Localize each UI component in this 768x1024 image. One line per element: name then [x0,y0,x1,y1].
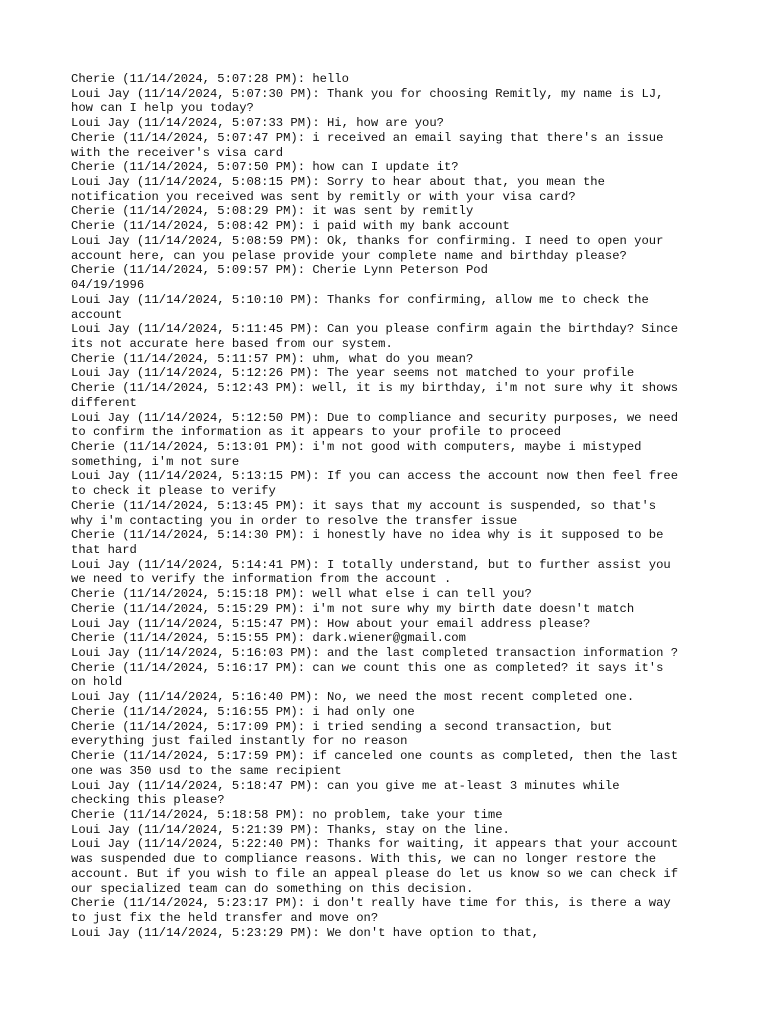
transcript-line: different [71,395,137,410]
transcript-line: Cherie (11/14/2024, 5:15:29 PM): i'm not sure why my birth date doesn't match [71,601,635,616]
transcript-line: Cherie (11/14/2024, 5:08:29 PM): it was sent by remitly [71,204,474,219]
transcript-line: Cherie (11/14/2024, 5:09:57 PM): Cherie Lynn Peterson Pod [71,263,488,278]
transcript-line: Cherie (11/14/2024, 5:11:57 PM): uhm, what do you mean? [71,351,474,366]
transcript-line: we need to verify the information from the account . [71,572,452,587]
transcript-line: Cherie (11/14/2024, 5:12:43 PM): well, it is my birthday, i'm not sure why it shows [71,381,679,396]
transcript-line: Loui Jay (11/14/2024, 5:15:47 PM): How about your email address please? [71,616,591,631]
transcript-line: Loui Jay (11/14/2024, 5:18:47 PM): can you give me at-least 3 minutes while [71,778,620,793]
transcript-line: Loui Jay (11/14/2024, 5:08:15 PM): Sorry to hear about that, you mean the [71,175,605,190]
transcript-line: with the receiver's visa card [71,145,284,160]
transcript-line: Loui Jay (11/14/2024, 5:22:40 PM): Thanks for waiting, it appears that your account [71,837,679,852]
transcript-line: how can I help you today? [71,101,254,116]
transcript-line: that hard [71,543,137,557]
transcript-line: 04/19/1996 [71,278,145,293]
transcript-line: to just fix the held transfer and move on? [71,910,379,925]
transcript-line: Loui Jay (11/14/2024, 5:12:50 PM): Due to compliance and security purposes, we need [71,410,679,425]
transcript-line: its not accurate here based from our system. [71,336,393,351]
transcript-line: notification you received was sent by remitly or with your visa card? [71,189,576,204]
transcript-line: everything just failed instantly for no reason [71,734,408,749]
transcript-line: why i'm contacting you in order to resolve the transfer issue [71,513,518,528]
transcript-line: Loui Jay (11/14/2024, 5:08:59 PM): Ok, thanks for confirming. I need to open your [71,233,664,248]
transcript-line: our specialized team can do something on this decision. [71,881,474,896]
transcript-line: Loui Jay (11/14/2024, 5:16:03 PM): and the last completed transaction information ? [71,646,679,661]
transcript-line: on hold [71,675,123,690]
transcript-line: Loui Jay (11/14/2024, 5:23:29 PM): We don't have option to that, [71,925,540,940]
transcript-line: Cherie (11/14/2024, 5:08:42 PM): i paid with my bank account [71,219,510,234]
transcript-line: to check it please to verify [71,484,276,499]
transcript-line: Loui Jay (11/14/2024, 5:13:15 PM): If you can access the account now then feel free [71,469,679,484]
transcript-line: Cherie (11/14/2024, 5:07:47 PM): i received an email saying that there's an issue [71,130,664,145]
transcript-line: Loui Jay (11/14/2024, 5:12:26 PM): The year seems not matched to your profile [71,366,635,381]
transcript-line: Cherie (11/14/2024, 5:16:17 PM): can we count this one as completed? it says it's [71,660,664,675]
transcript-line: Cherie (11/14/2024, 5:16:55 PM): i had only one [71,704,415,719]
transcript-line: one was 350 usd to the same recipient [71,763,342,778]
transcript-line: Cherie (11/14/2024, 5:15:18 PM): well what else i can tell you? [71,587,532,602]
transcript-line: Loui Jay (11/14/2024, 5:21:39 PM): Thanks, stay on the line. [71,822,510,837]
chat-transcript [71,72,701,940]
transcript-line: to confirm the information as it appears to your profile to proceed [71,425,562,440]
transcript-line: Cherie (11/14/2024, 5:23:17 PM): i don't really have time for this, is there a way [71,896,671,911]
transcript-line: checking this please? [71,793,225,808]
transcript-line: Loui Jay (11/14/2024, 5:10:10 PM): Thanks for confirming, allow me to check the [71,292,649,307]
transcript-line: Cherie (11/14/2024, 5:17:59 PM): if canceled one counts as completed, then the last [71,749,679,764]
transcript-line: Cherie (11/14/2024, 5:07:28 PM): hello [71,72,349,86]
transcript-line: account [71,307,123,322]
transcript-line: something, i'm not sure [71,454,240,469]
transcript-line: Loui Jay (11/14/2024, 5:14:41 PM): I totally understand, but to further assist you [71,557,671,572]
transcript-line: Cherie (11/14/2024, 5:15:55 PM): dark.wiener@gmail.com [71,631,466,646]
transcript-line: Loui Jay (11/14/2024, 5:07:33 PM): Hi, how are you? [71,116,444,131]
transcript-line: Cherie (11/14/2024, 5:17:09 PM): i tried sending a second transaction, but [71,719,613,734]
transcript-line: Loui Jay (11/14/2024, 5:11:45 PM): Can you please confirm again the birthday? Since [71,322,679,337]
transcript-line: Cherie (11/14/2024, 5:18:58 PM): no problem, take your time [71,807,503,822]
transcript-line: Cherie (11/14/2024, 5:13:45 PM): it says that my account is suspended, so that's [71,498,657,513]
transcript-line: was suspended due to compliance reasons. With this, we can no longer restore the [71,852,657,867]
transcript-line: account here, can you pelase provide your complete name and birthday please? [71,248,627,263]
transcript-line: Cherie (11/14/2024, 5:07:50 PM): how can I update it? [71,160,459,175]
transcript-line: account. But if you wish to file an appeal please do let us know so we can check if [71,866,679,881]
transcript-line: Cherie (11/14/2024, 5:14:30 PM): i honestly have no idea why is it supposed to be [71,528,664,543]
transcript-line: Cherie (11/14/2024, 5:13:01 PM): i'm not good with computers, maybe i mistyped [71,439,642,454]
transcript-line: Loui Jay (11/14/2024, 5:07:30 PM): Thank you for choosing Remitly, my name is LJ, [71,86,664,101]
transcript-line: Loui Jay (11/14/2024, 5:16:40 PM): No, we need the most recent completed one. [71,690,635,705]
